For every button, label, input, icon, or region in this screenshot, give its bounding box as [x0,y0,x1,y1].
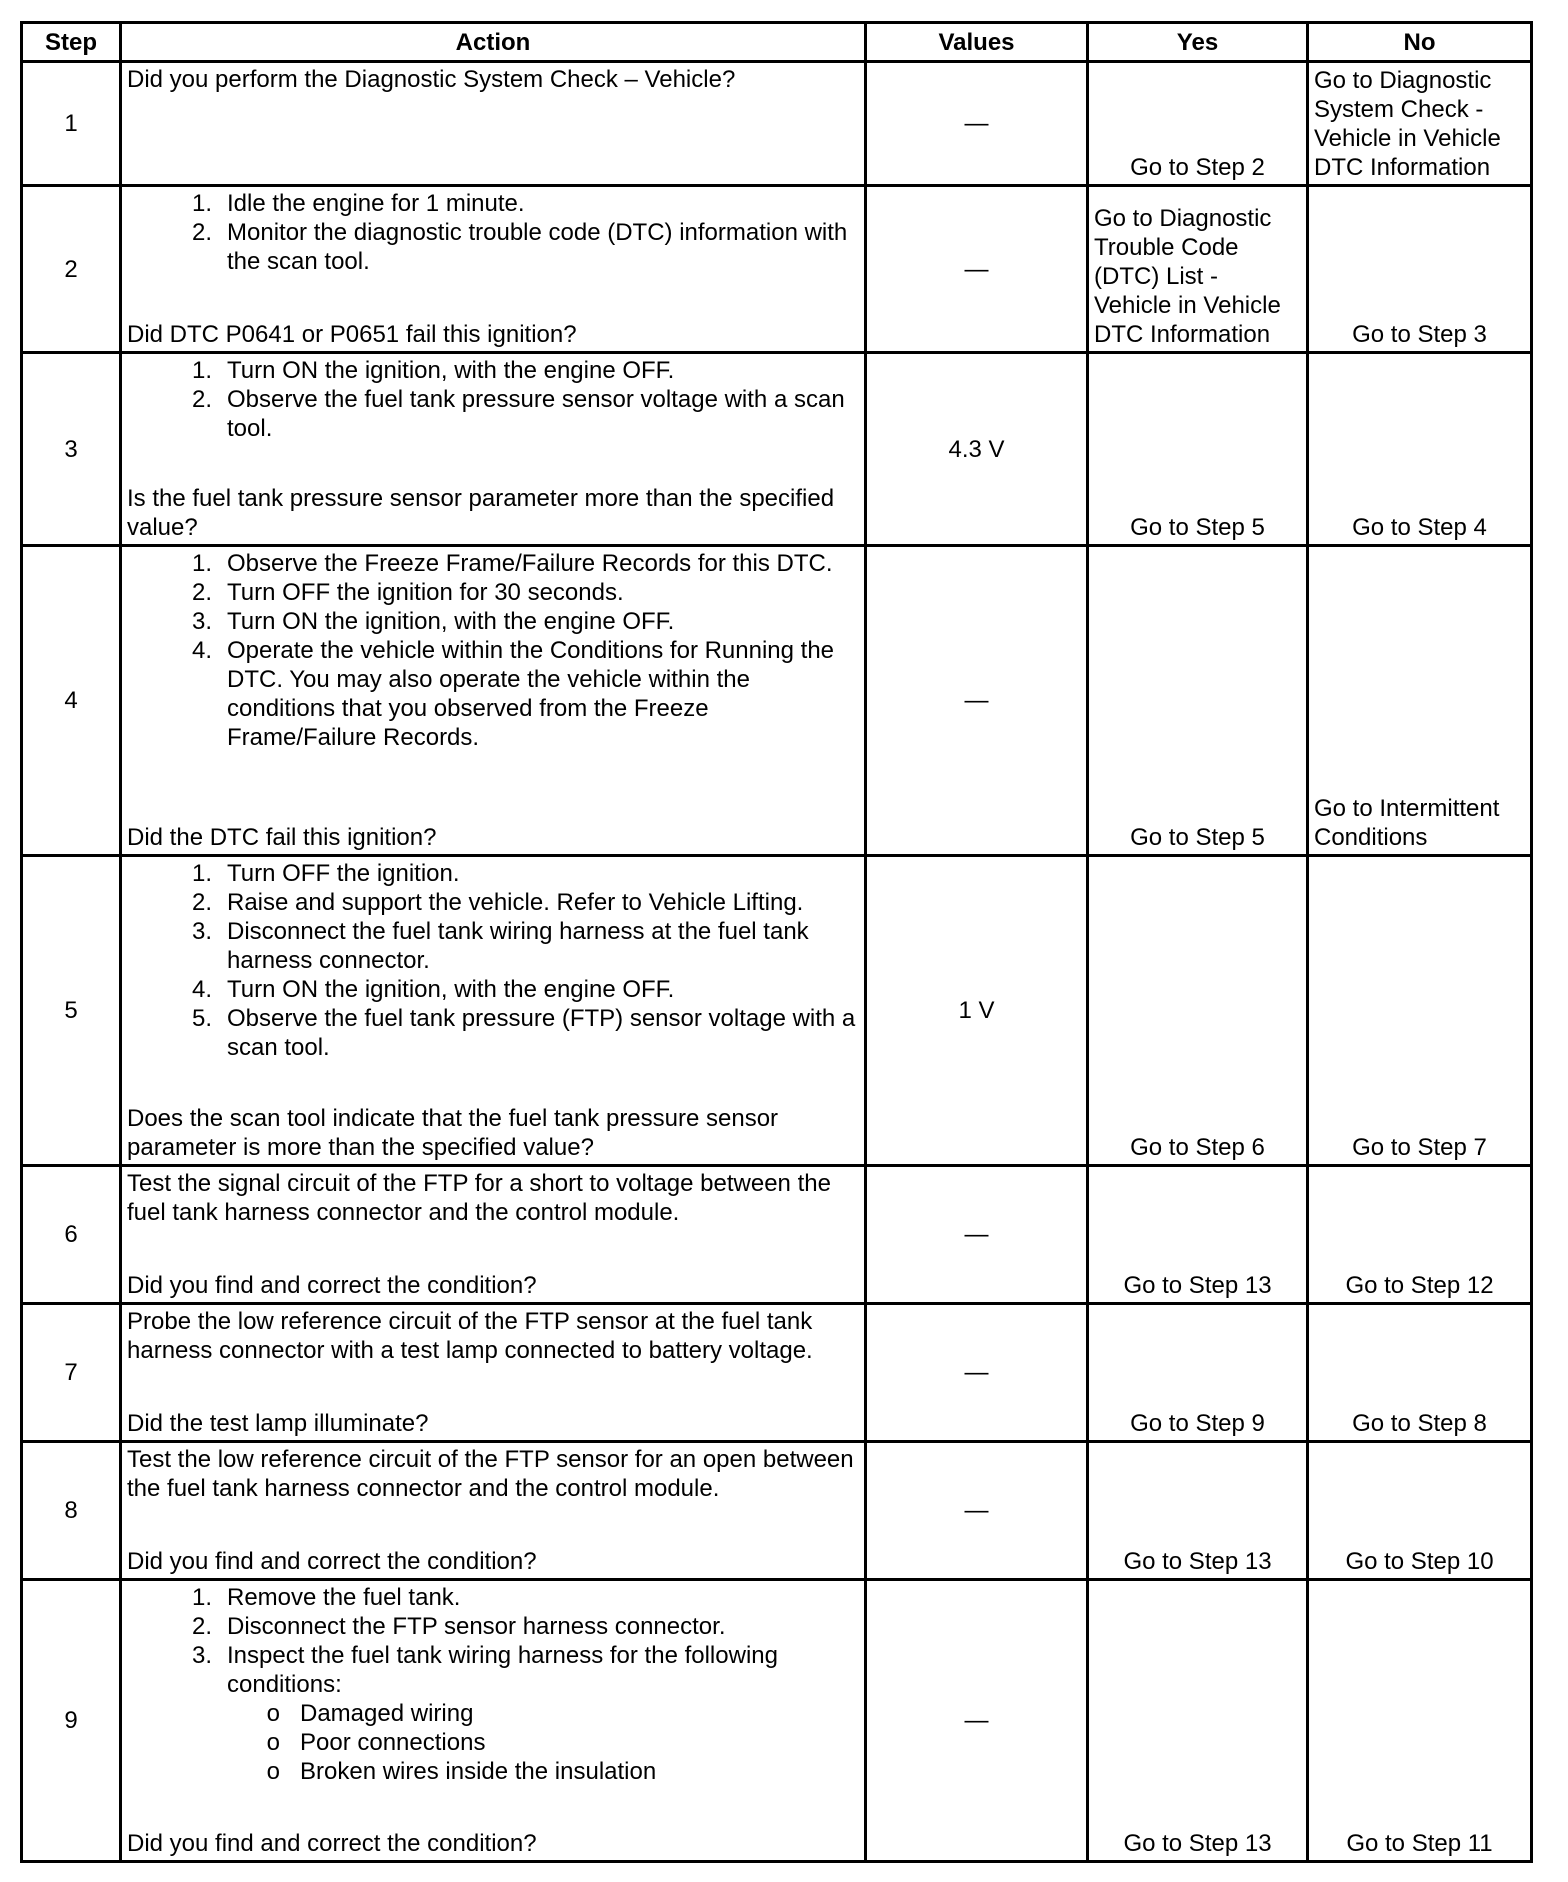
yes-cell: Go to Step 5 [1088,353,1308,546]
list-text: Turn ON the ignition, with the engine OFF. [227,357,675,384]
table-row [22,546,1532,856]
value-cell: 1 V [866,856,1088,1166]
no-cell: Go to Step 4 [1308,353,1532,546]
list-number: 1. [191,1584,212,1611]
list-text: Remove the fuel tank. [227,1584,461,1611]
question-text: Did the DTC fail this ignition? [127,824,437,851]
list-number: 2. [191,386,212,413]
action-cell [121,1580,866,1862]
yes-cell: Go to Step 13 [1088,1580,1308,1862]
table-row [22,1304,1532,1442]
list-number: 2. [191,579,212,606]
no-cell: Go to Step 3 [1308,186,1532,353]
bullet-icon: o [266,1729,280,1756]
table-row [22,856,1532,1166]
header-action: Action [121,23,866,62]
yes-cell: Go to Step 13 [1088,1442,1308,1580]
question-text: Does the scan tool indicate that the fuel tank pressure sensor parameter is more than the specified value? [127,1105,779,1161]
yes-cell: Go to Step 13 [1088,1166,1308,1304]
action-steps-list [127,1583,859,1699]
list-text: Observe the fuel tank pressure sensor voltage with a scan tool. [227,386,845,442]
list-item [127,917,859,975]
list-item [127,1004,859,1062]
table-row [22,1166,1532,1304]
no-cell: Go to Step 8 [1308,1304,1532,1442]
step-number: 5 [22,856,121,1166]
list-item [127,1757,859,1786]
action-cell [121,186,866,353]
list-text: Observe the fuel tank pressure (FTP) sensor voltage with a scan tool. [227,1005,856,1061]
action-cell [121,1442,866,1580]
yes-cell: Go to Step 6 [1088,856,1308,1166]
list-number: 2. [191,889,212,916]
value-cell: — [866,1580,1088,1862]
list-item [127,859,859,888]
step-number: 4 [22,546,121,856]
list-item [127,636,859,752]
list-item [127,385,859,443]
action-steps-list [127,859,859,1062]
list-number: 3. [191,1642,212,1669]
list-number: 1. [191,550,212,577]
table-row [22,353,1532,546]
step-number: 2 [22,186,121,353]
step-number: 8 [22,1442,121,1580]
list-item [127,549,859,578]
list-item [127,1728,859,1757]
list-number: 2. [191,219,212,246]
action-text: Probe the low reference circuit of the FTP sensor at the fuel tank harness connector with a test lamp connected to battery voltage. [127,1308,813,1364]
question-text: Did you find and correct the condition? [127,1548,537,1575]
list-item [127,189,859,218]
list-item [127,1641,859,1699]
step-number: 7 [22,1304,121,1442]
question-text: Did the test lamp illuminate? [127,1410,429,1437]
header-row [22,23,1532,62]
step-number: 3 [22,353,121,546]
list-item [127,578,859,607]
list-text: Turn OFF the ignition for 30 seconds. [227,579,624,606]
question-text: Did you find and correct the condition? [127,1272,537,1299]
question-text: Did DTC P0641 or P0651 fail this ignition? [127,321,577,348]
action-steps-list [127,356,859,443]
list-text: Idle the engine for 1 minute. [227,190,525,217]
list-text: Broken wires inside the insulation [300,1758,657,1785]
list-item [127,888,859,917]
table-row [22,186,1532,353]
list-text: Disconnect the fuel tank wiring harness at the fuel tank harness connector. [227,918,809,974]
question-text: Did you find and correct the condition? [127,1830,537,1857]
list-text: Inspect the fuel tank wiring harness for the following conditions: [227,1642,778,1698]
list-item [127,975,859,1004]
header-step: Step [22,23,121,62]
no-cell: Go to Step 10 [1308,1442,1532,1580]
table-row [22,62,1532,186]
list-text: Monitor the diagnostic trouble code (DTC) information with the scan tool. [227,219,848,275]
list-number: 1. [191,860,212,887]
diagnostic-table [20,21,1533,1863]
list-item [127,1699,859,1728]
bullet-icon: o [266,1700,280,1727]
action-text: Test the signal circuit of the FTP for a short to voltage between the fuel tank harness connector and the control module. [127,1170,831,1226]
header-no: No [1308,23,1532,62]
list-number: 1. [191,357,212,384]
list-item [127,607,859,636]
header-values: Values [866,23,1088,62]
no-cell: Go to Step 12 [1308,1166,1532,1304]
list-item [127,218,859,276]
yes-cell: Go to Step 5 [1088,546,1308,856]
action-cell [121,546,866,856]
value-cell: — [866,1304,1088,1442]
question-text: Is the fuel tank pressure sensor parameter more than the specified value? [127,485,835,541]
value-cell: — [866,1442,1088,1580]
value-cell: — [866,1166,1088,1304]
condition-list [127,1699,859,1786]
list-text: Turn ON the ignition, with the engine OFF. [227,608,675,635]
yes-cell: Go to Step 2 [1088,62,1308,186]
step-number: 1 [22,62,121,186]
value-cell: — [866,546,1088,856]
no-cell: Go to Intermittent Conditions [1308,546,1532,856]
list-text: Turn OFF the ignition. [227,860,460,887]
list-number: 2. [191,1613,212,1640]
action-cell [121,1166,866,1304]
action-steps-list [127,549,859,752]
no-cell: Go to Diagnostic System Check - Vehicle in Vehicle DTC Information [1308,62,1532,186]
action-cell [121,1304,866,1442]
list-text: Observe the Freeze Frame/Failure Records for this DTC. [227,550,833,577]
list-text: Poor connections [300,1729,486,1756]
list-item [127,1612,859,1641]
list-item [127,356,859,385]
list-number: 3. [191,918,212,945]
action-text: Test the low reference circuit of the FTP sensor for an open between the fuel tank harness connector and the control module. [127,1446,854,1502]
yes-cell: Go to Step 9 [1088,1304,1308,1442]
value-cell: — [866,186,1088,353]
no-cell: Go to Step 11 [1308,1580,1532,1862]
table-row [22,1442,1532,1580]
header-yes: Yes [1088,23,1308,62]
list-text: Raise and support the vehicle. Refer to Vehicle Lifting. [227,889,804,916]
action-cell [121,353,866,546]
list-number: 4. [191,637,212,664]
bullet-icon: o [266,1758,280,1785]
list-text: Turn ON the ignition, with the engine OFF. [227,976,675,1003]
list-number: 5. [191,1005,212,1032]
list-text: Operate the vehicle within the Conditions for Running the DTC. You may also operate the vehicle within the conditions that you observed from the Freeze Frame/Failure Records. [227,637,835,751]
list-number: 3. [191,608,212,635]
list-item [127,1583,859,1612]
list-text: Damaged wiring [300,1700,474,1727]
step-number: 9 [22,1580,121,1862]
action-steps-list [127,189,859,276]
list-text: Disconnect the FTP sensor harness connector. [227,1613,726,1640]
value-cell: — [866,62,1088,186]
yes-cell: Go to Diagnostic Trouble Code (DTC) List - Vehicle in Vehicle DTC Information [1088,186,1308,353]
list-number: 4. [191,976,212,1003]
action-cell [121,62,866,186]
action-cell [121,856,866,1166]
step-number: 6 [22,1166,121,1304]
no-cell: Go to Step 7 [1308,856,1532,1166]
list-number: 1. [191,190,212,217]
table-row [22,1580,1532,1862]
action-text: Did you perform the Diagnostic System Check – Vehicle? [127,66,736,93]
value-cell: 4.3 V [866,353,1088,546]
